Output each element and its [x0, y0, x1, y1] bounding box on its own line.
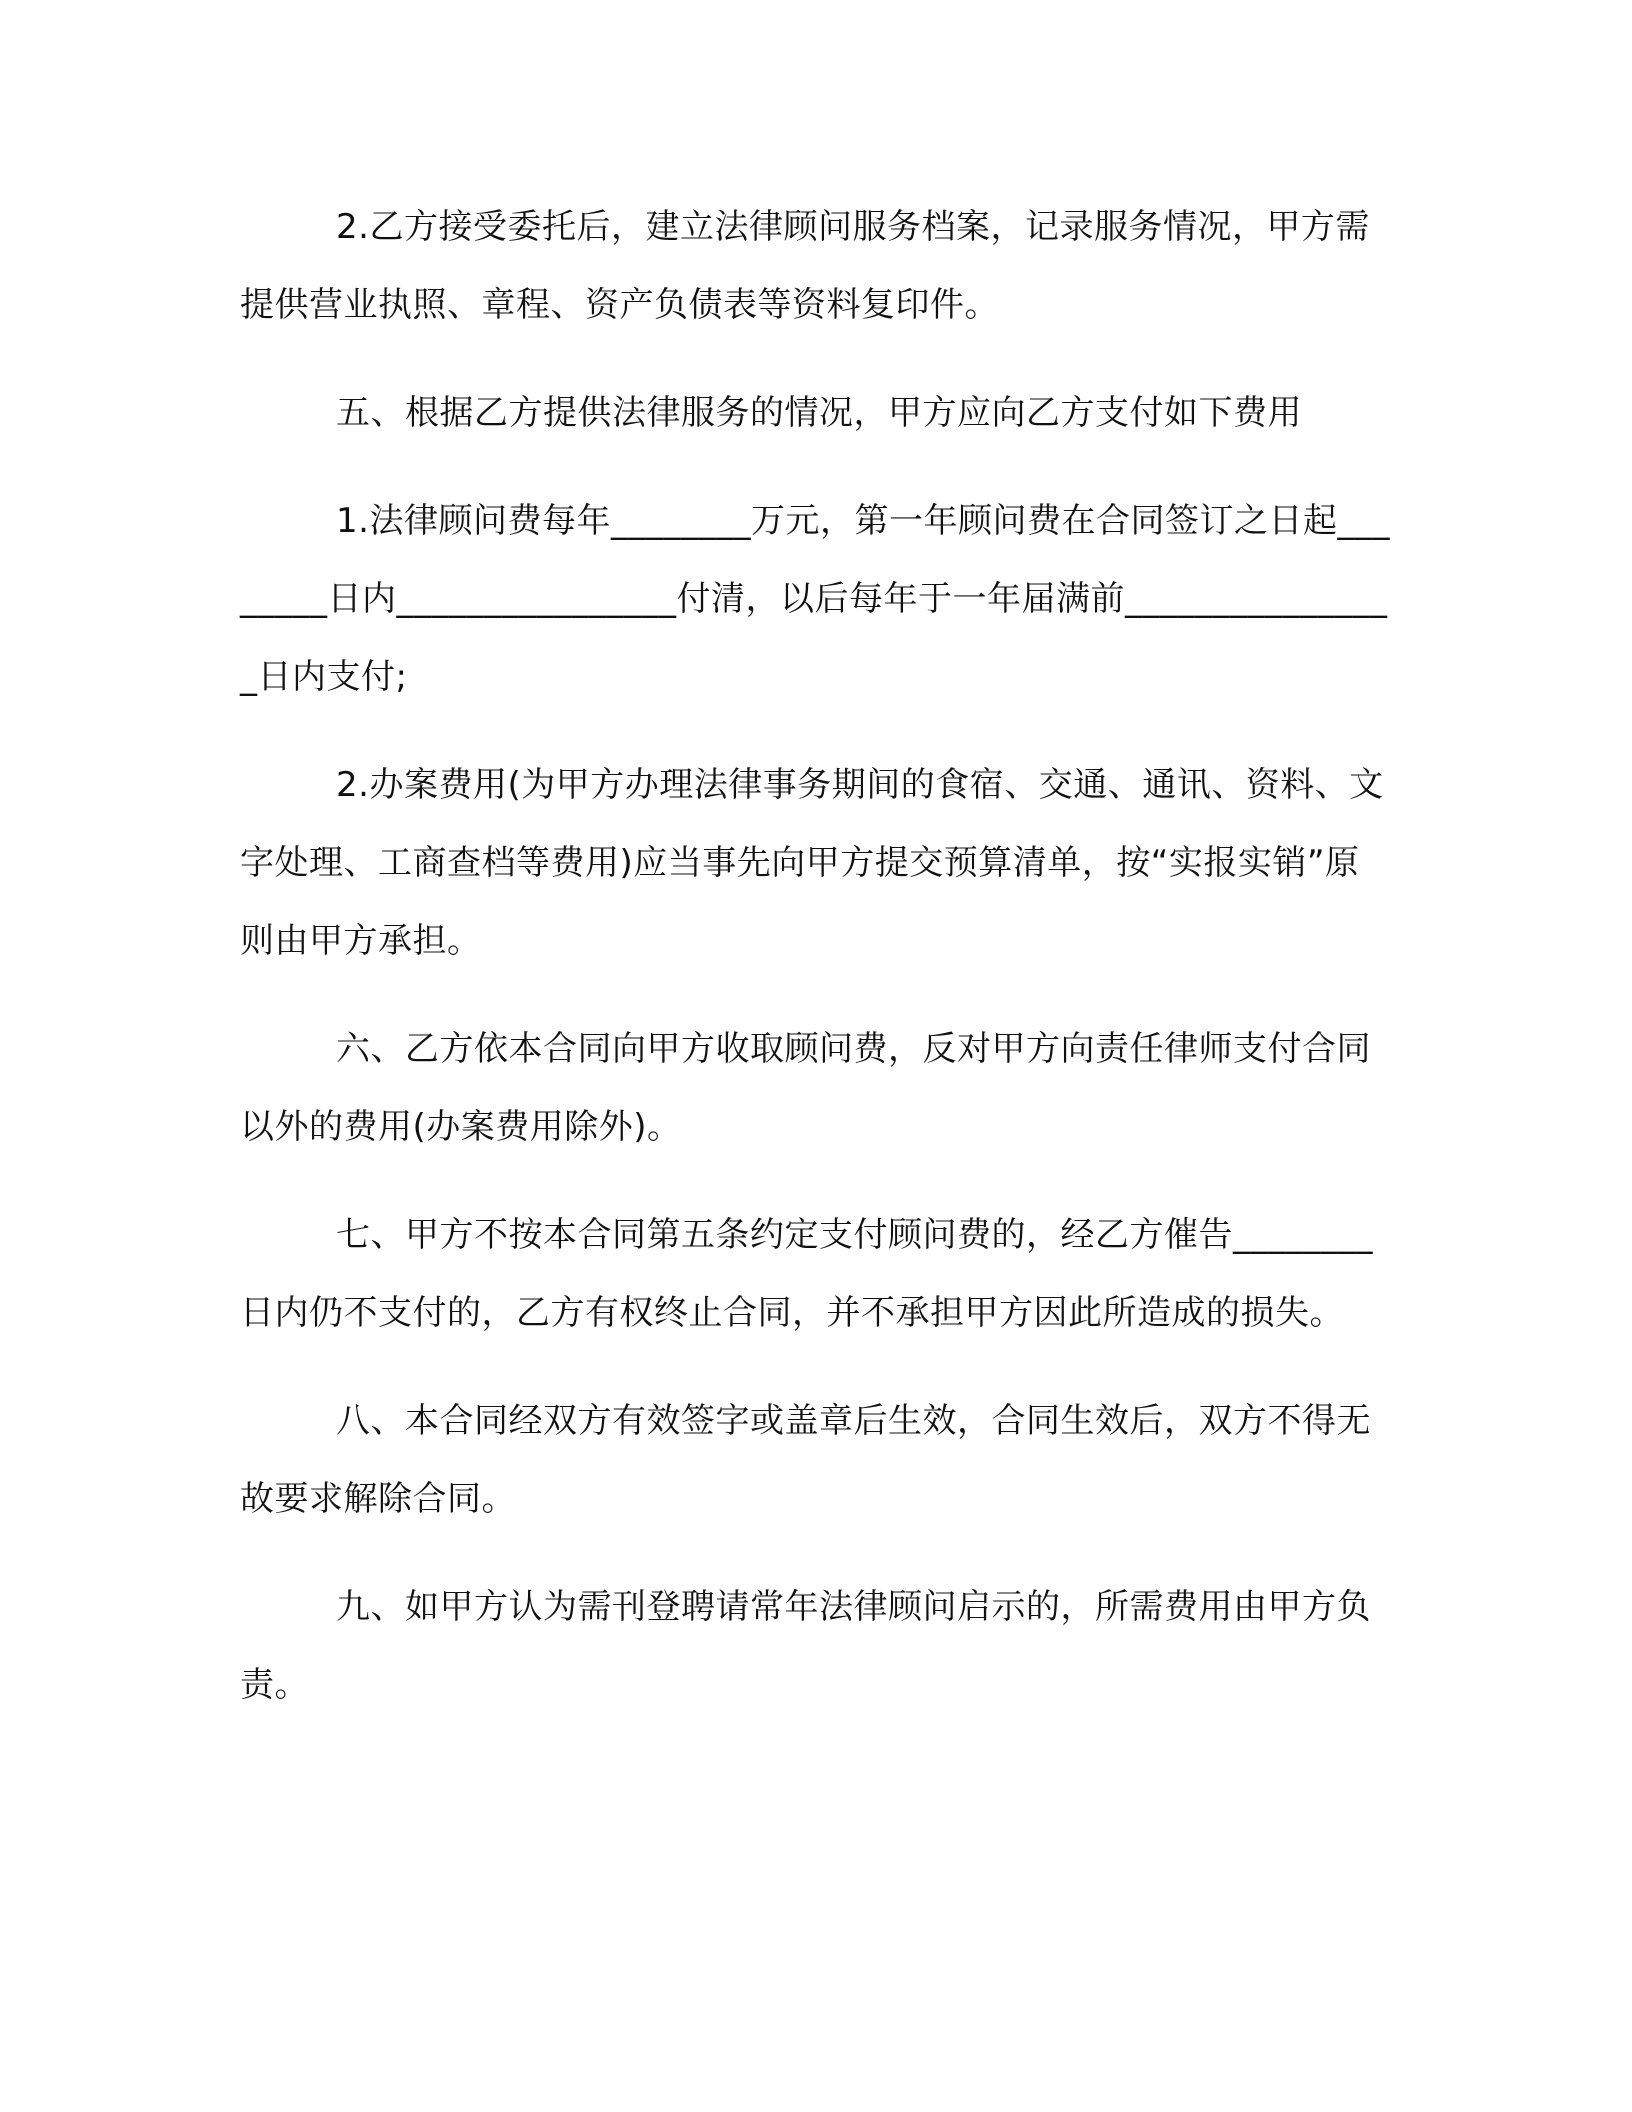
document-body — [240, 188, 1390, 1754]
paragraph-clause-nine: 九、如甲方认为需刊登聘请常年法律顾问启示的，所需费用由甲方负责。 — [240, 1587, 1371, 1705]
paragraph-case-expenses: 2.办案费用(为甲方办理法律事务期间的食宿、交通、通讯、资料、文字处理、工商查档等费用)应当事先向甲方提交预算清单，按“实报实销”原则由甲方承担。 — [240, 765, 1384, 961]
paragraph-clause-eight: 八、本合同经双方有效签字或盖章后生效，合同生效后，双方不得无故要求解除合同。 — [240, 1401, 1371, 1519]
paragraph-advisor-fee: 1.法律顾问费每年________万元，第一年顾问费在合同签订之日起________日内________________付清，以后每年于一年届满前________________日内支付; — [240, 501, 1390, 697]
paragraph-service-archive: 2.乙方接受委托后，建立法律顾问服务档案，记录服务情况，甲方需提供营业执照、章程、资产负债表等资料复印件。 — [240, 207, 1370, 325]
paragraph-clause-seven: 七、甲方不按本合同第五条约定支付顾问费的，经乙方催告________日内仍不支付的，乙方有权终止合同，并不承担甲方因此所造成的损失。 — [240, 1215, 1373, 1333]
paragraph-fees-heading: 五、根据乙方提供法律服务的情况，甲方应向乙方支付如下费用 — [336, 393, 1302, 433]
paragraph-clause-six: 六、乙方依本合同向甲方收取顾问费，反对甲方向责任律师支付合同以外的费用(办案费用除外)。 — [240, 1029, 1371, 1147]
